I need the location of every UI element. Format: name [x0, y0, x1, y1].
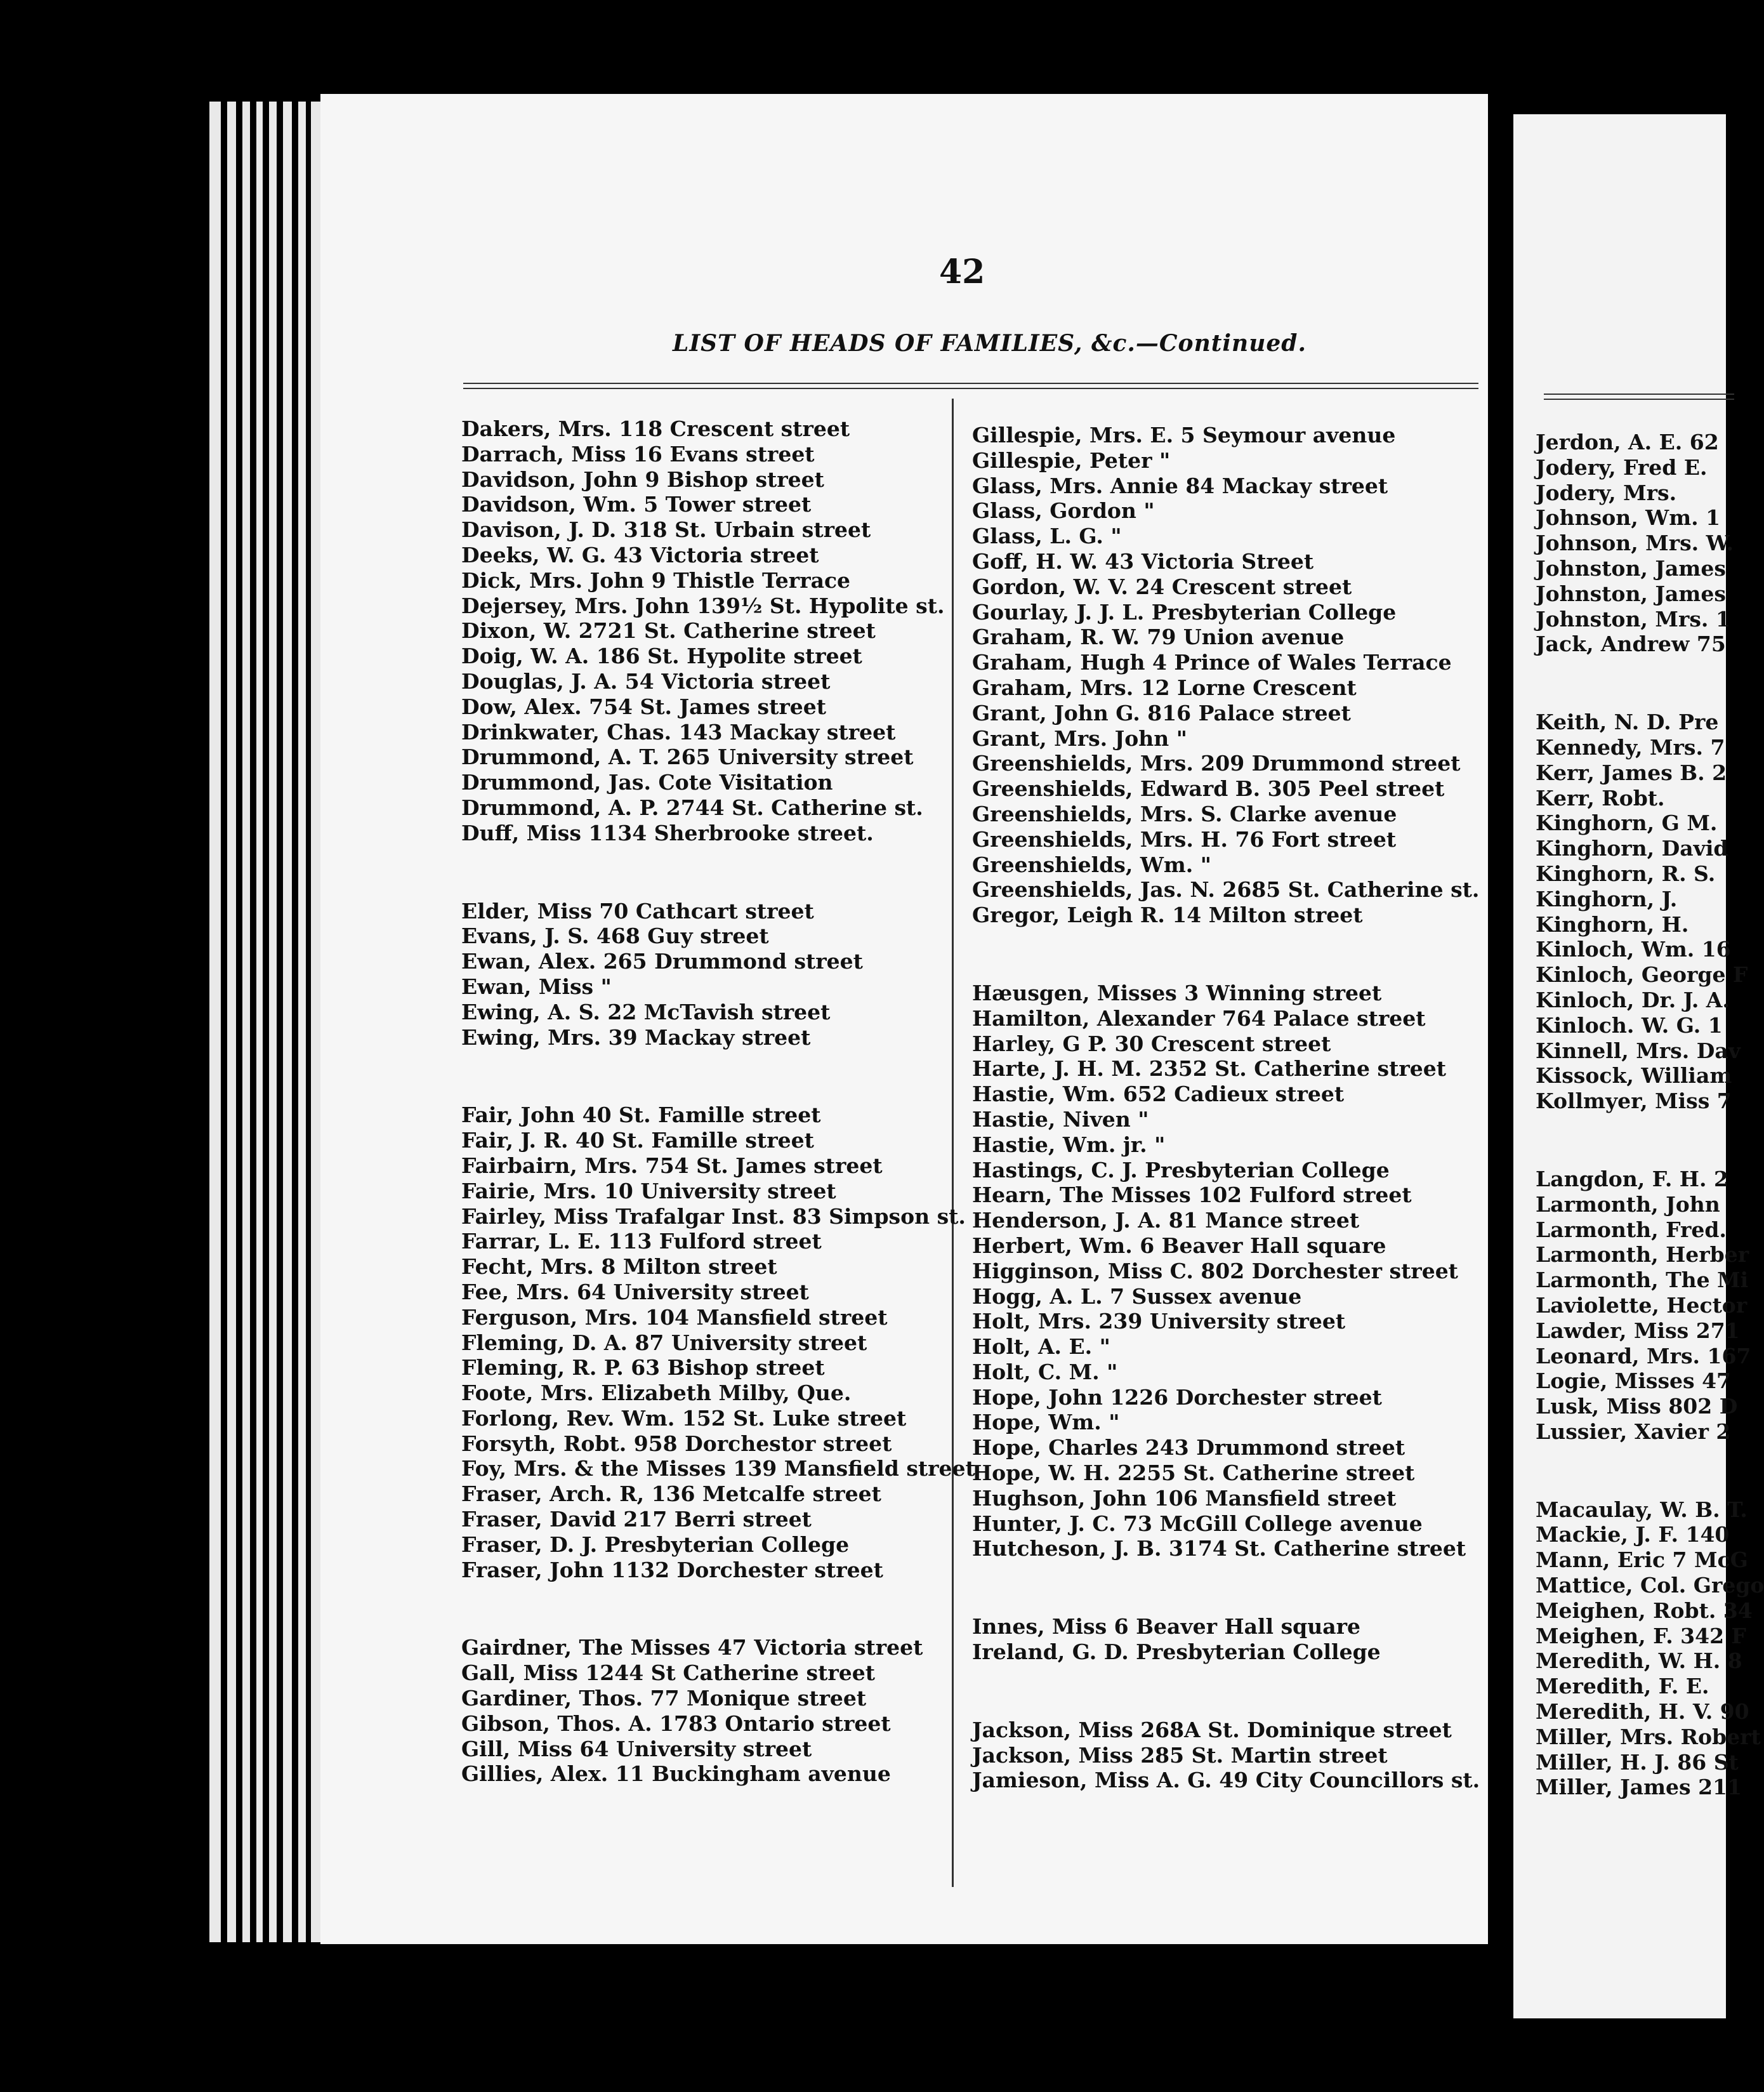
directory-entry: Fraser, D. J. Presbyterian College — [461, 1532, 850, 1557]
directory-entry: Drummond, A. P. 2744 St. Catherine st. — [461, 795, 923, 820]
directory-entry: Meighen, F. 342 F — [1536, 1623, 1746, 1648]
directory-entry: Forsyth, Robt. 958 Dorchestor street — [461, 1431, 892, 1456]
directory-entry: Fairley, Miss Trafalgar Inst. 83 Simpson st. — [461, 1203, 966, 1229]
directory-entry: Kerr, Robt. — [1536, 785, 1665, 811]
directory-entry: Drinkwater, Chas. 143 Mackay street — [461, 719, 896, 745]
directory-entry: Graham, Mrs. 12 Lorne Crescent — [972, 675, 1357, 700]
directory-entry: Glass, L. G. " — [972, 524, 1122, 549]
directory-entry: Leonard, Mrs. 167 — [1536, 1343, 1751, 1368]
directory-entry: Fairie, Mrs. 10 University street — [461, 1178, 836, 1203]
directory-entry: Hæusgen, Misses 3 Winning street — [972, 980, 1382, 1005]
section-gap — [1536, 1445, 1764, 1497]
directory-entry: Jodery, Mrs. — [1536, 480, 1677, 505]
directory-entry: Dick, Mrs. John 9 Thistle Terrace — [461, 567, 851, 593]
directory-entry: Meredith, W. H. 8 — [1536, 1648, 1742, 1674]
directory-entry: Mackie, J. F. 140 — [1536, 1522, 1730, 1547]
directory-entry: Fair, John 40 St. Famille street — [461, 1102, 821, 1128]
directory-entry: Evans, J. S. 468 Guy street — [461, 924, 769, 949]
directory-entry: Fraser, David 217 Berri street — [461, 1507, 812, 1532]
directory-entry: Larmonth, John — [1536, 1191, 1720, 1217]
directory-entry: Mann, Eric 7 McG — [1536, 1547, 1748, 1573]
directory-entry: Kinghorn, David — [1536, 836, 1728, 861]
directory-entry: Elder, Miss 70 Cathcart street — [461, 898, 814, 924]
directory-entry: Dejersey, Mrs. John 139½ St. Hypolite st. — [461, 593, 945, 618]
directory-entry: Gourlay, J. J. L. Presbyterian College — [972, 599, 1397, 625]
directory-entry: Gill, Miss 64 University street — [461, 1736, 812, 1761]
directory-entry: Mattice, Col. Grego — [1536, 1573, 1764, 1598]
directory-entry: Ewing, A. S. 22 McTavish street — [461, 999, 831, 1024]
directory-entry: Davison, J. D. 318 St. Urbain street — [461, 517, 871, 543]
directory-entry: Hastie, Wm. 652 Cadieux street — [972, 1082, 1345, 1107]
directory-entry: Kinloch, George F — [1536, 962, 1748, 988]
next-page-rule-top — [1544, 394, 1734, 395]
directory-entry: Grant, Mrs. John " — [972, 725, 1187, 751]
page-number: 42 — [939, 253, 985, 291]
directory-entry: Gregor, Leigh R. 14 Milton street — [972, 903, 1363, 928]
directory-entry: Holt, Mrs. 239 University street — [972, 1309, 1346, 1334]
directory-entry: Foy, Mrs. & the Misses 139 Mansfield street — [461, 1456, 975, 1481]
directory-entry: Hastie, Wm. jr. " — [972, 1132, 1166, 1157]
directory-entry: Holt, C. M. " — [972, 1359, 1118, 1384]
directory-entry: Hunter, J. C. 73 McGill College avenue — [972, 1511, 1423, 1536]
directory-entry: Kinghorn, J. — [1536, 886, 1678, 911]
directory-entry: Farrar, L. E. 113 Fulford street — [461, 1229, 822, 1254]
directory-entry: Hogg, A. L. 7 Sussex avenue — [972, 1283, 1302, 1309]
directory-entry: Greenshields, Edward B. 305 Peel street — [972, 776, 1445, 802]
directory-entry: Goff, H. W. 43 Victoria Street — [972, 548, 1314, 574]
directory-entry: Jackson, Miss 268A St. Dominique street — [972, 1717, 1452, 1742]
directory-entry: Kinghorn, G M. — [1536, 811, 1718, 836]
directory-entry: Ewan, Miss " — [461, 974, 612, 999]
left-page — [320, 94, 1488, 1944]
directory-entry: Douglas, J. A. 54 Victoria street — [461, 668, 831, 694]
directory-entry: Johnson, Wm. 1 — [1536, 505, 1721, 531]
directory-entry: Glass, Mrs. Annie 84 Mackay street — [972, 473, 1388, 498]
directory-entry: Graham, R. W. 79 Union avenue — [972, 625, 1345, 650]
directory-entry: Grant, John G. 816 Palace street — [972, 700, 1351, 725]
directory-entry: Laviolette, Hector — [1536, 1292, 1748, 1318]
directory-entry: Kennedy, Mrs. 7 — [1536, 734, 1725, 760]
next-page-rule-bottom — [1544, 399, 1734, 400]
directory-entry: Hope, Wm. " — [972, 1410, 1120, 1435]
directory-entry: Dixon, W. 2721 St. Catherine street — [461, 618, 876, 644]
directory-entry: Jack, Andrew 75 — [1536, 632, 1726, 657]
directory-entry: Larmonth, The Mi — [1536, 1268, 1749, 1293]
directory-entry: Lusk, Miss 802 D — [1536, 1394, 1738, 1419]
directory-entry: Innes, Miss 6 Beaver Hall square — [972, 1614, 1360, 1639]
directory-entry: Ewan, Alex. 265 Drummond street — [461, 949, 863, 974]
directory-entry: Darrach, Miss 16 Evans street — [461, 441, 815, 467]
directory-entry: Ireland, G. D. Presbyterian College — [972, 1639, 1381, 1665]
directory-entry: Hearn, The Misses 102 Fulford street — [972, 1182, 1412, 1208]
directory-entry: Gillies, Alex. 11 Buckingham avenue — [461, 1761, 891, 1787]
directory-entry: Glass, Gordon " — [972, 498, 1155, 524]
directory-entry: Kinghorn, R. S. — [1536, 861, 1716, 886]
directory-entry: Johnston, James — [1536, 555, 1726, 581]
directory-entry: Dakers, Mrs. 118 Crescent street — [461, 416, 850, 441]
directory-entry: Kollmyer, Miss 7 — [1536, 1089, 1732, 1114]
next-page-entries — [1536, 430, 1764, 1800]
directory-entry: Hope, John 1226 Dorchester street — [972, 1384, 1382, 1410]
directory-entry: Fair, J. R. 40 St. Famille street — [461, 1128, 814, 1153]
directory-entry: Lussier, Xavier 2 — [1536, 1419, 1731, 1444]
directory-entry: Meredith, H. V. 90 — [1536, 1699, 1749, 1725]
directory-entry: Gibson, Thos. A. 1783 Ontario street — [461, 1711, 891, 1736]
directory-entry: Kinghorn, H. — [1536, 911, 1689, 937]
section-gap — [1536, 1114, 1764, 1167]
book-page-edges — [209, 102, 330, 1942]
section-gap — [972, 1665, 1480, 1718]
directory-entry: Hastie, Niven " — [972, 1106, 1149, 1132]
header-rule-bottom — [463, 388, 1478, 389]
directory-entry: Larmonth, Herber — [1536, 1242, 1749, 1268]
section-gap — [972, 1561, 1480, 1614]
directory-entry: Doig, W. A. 186 St. Hypolite street — [461, 644, 862, 669]
directory-entry: Davidson, Wm. 5 Tower street — [461, 492, 812, 517]
directory-entry: Duff, Miss 1134 Sherbrooke street. — [461, 820, 874, 845]
directory-entry: Ewing, Mrs. 39 Mackay street — [461, 1024, 811, 1050]
directory-entry: Dow, Alex. 754 St. James street — [461, 694, 826, 719]
directory-entry: Greenshields, Mrs. 209 Drummond street — [972, 751, 1461, 776]
directory-entry: Fleming, R. P. 63 Bishop street — [461, 1355, 825, 1380]
running-head: LIST OF HEADS OF FAMILIES, &c.—Continued. — [673, 330, 1307, 357]
directory-entry: Gairdner, The Misses 47 Victoria street — [461, 1635, 923, 1660]
directory-entry: Gall, Miss 1244 St Catherine street — [461, 1660, 875, 1686]
directory-entry: Greenshields, Wm. " — [972, 852, 1211, 877]
directory-entry: Kissock, William — [1536, 1063, 1732, 1089]
directory-entry: Macaulay, W. B. T. — [1536, 1497, 1748, 1522]
directory-entry: Logie, Misses 47 — [1536, 1368, 1732, 1394]
directory-entry: Gillespie, Peter " — [972, 447, 1171, 473]
directory-entry: Hutcheson, J. B. 3174 St. Catherine street — [972, 1536, 1466, 1561]
directory-entry: Deeks, W. G. 43 Victoria street — [461, 542, 819, 567]
directory-entry: Lawder, Miss 271 — [1536, 1318, 1740, 1343]
directory-entry: Miller, James 211 — [1536, 1775, 1742, 1800]
section-gap — [1536, 657, 1764, 710]
directory-entry: Langdon, F. H. 2 — [1536, 1166, 1728, 1191]
directory-entry: Gillespie, Mrs. E. 5 Seymour avenue — [972, 423, 1396, 447]
directory-entry: Fraser, Arch. R, 136 Metcalfe street — [461, 1481, 881, 1507]
directory-entry: Harte, J. H. M. 2352 St. Catherine street — [972, 1056, 1446, 1082]
directory-entry: Hamilton, Alexander 764 Palace street — [972, 1005, 1426, 1031]
directory-entry: Fecht, Mrs. 8 Milton street — [461, 1254, 777, 1280]
directory-entry: Jamieson, Miss A. G. 49 City Councillors st. — [972, 1768, 1480, 1793]
directory-entry: Hope, W. H. 2255 St. Catherine street — [972, 1460, 1415, 1486]
directory-entry: Higginson, Miss C. 802 Dorchester street — [972, 1258, 1458, 1283]
next-page-fragment — [1513, 114, 1764, 2018]
directory-entry: Meighen, Robt. 34 — [1536, 1598, 1753, 1623]
directory-entry: Herbert, Wm. 6 Beaver Hall square — [972, 1233, 1386, 1258]
section-gap — [972, 928, 1480, 981]
directory-entry: Kerr, James B. 2 — [1536, 760, 1727, 785]
directory-entry: Hope, Charles 243 Drummond street — [972, 1435, 1405, 1460]
directory-entry: Hastings, C. J. Presbyterian College — [972, 1157, 1390, 1182]
directory-entry: Davidson, John 9 Bishop street — [461, 467, 824, 492]
directory-entry: Drummond, Jas. Cote Visitation — [461, 770, 833, 795]
directory-entry: Kinnell, Mrs. Dav — [1536, 1038, 1741, 1063]
directory-entry: Gardiner, Thos. 77 Monique street — [461, 1686, 867, 1711]
directory-entry: Kinloch, Wm. 16 — [1536, 937, 1731, 962]
directory-entry: Johnston, Mrs. 1 — [1536, 606, 1730, 632]
directory-entry: Henderson, J. A. 81 Mance street — [972, 1208, 1360, 1233]
directory-entry: Johnston, James — [1536, 581, 1726, 606]
directory-entry: Holt, A. E. " — [972, 1334, 1110, 1360]
directory-entry: Miller, Mrs. Robert — [1536, 1724, 1761, 1749]
directory-entry: Johnson, Mrs. W. — [1536, 531, 1734, 556]
directory-entry: Harley, G P. 30 Crescent street — [972, 1031, 1331, 1056]
directory-entry: Hughson, John 106 Mansfield street — [972, 1485, 1397, 1511]
directory-entry: Jerdon, A. E. 62 — [1536, 430, 1719, 454]
directory-entry: Gordon, W. V. 24 Crescent street — [972, 574, 1352, 599]
directory-entry: Graham, Hugh 4 Prince of Wales Terrace — [972, 650, 1452, 675]
directory-entry: Fairbairn, Mrs. 754 St. James street — [461, 1153, 883, 1178]
section-gap — [461, 846, 975, 899]
directory-entry: Jodery, Fred E. — [1536, 454, 1708, 480]
directory-entry: Fee, Mrs. 64 University street — [461, 1279, 809, 1304]
section-gap — [461, 1582, 975, 1635]
right-column-entries — [972, 423, 1480, 1793]
directory-entry: Larmonth, Fred. — [1536, 1217, 1727, 1242]
directory-entry: Fraser, John 1132 Dorchester street — [461, 1557, 883, 1582]
directory-entry: Kinloch, Dr. J. A. — [1536, 987, 1730, 1012]
directory-entry: Meredith, F. E. — [1536, 1674, 1709, 1699]
directory-entry: Drummond, A. T. 265 University street — [461, 745, 914, 770]
left-column-entries — [461, 416, 975, 1787]
directory-entry: Greenshields, Mrs. H. 76 Fort street — [972, 826, 1397, 852]
directory-entry: Greenshields, Jas. N. 2685 St. Catherine st. — [972, 877, 1480, 903]
directory-entry: Foote, Mrs. Elizabeth Milby, Que. — [461, 1380, 852, 1406]
directory-entry: Miller, H. J. 86 St — [1536, 1749, 1739, 1775]
directory-entry: Kinloch. W. G. 1 — [1536, 1012, 1723, 1038]
directory-entry: Jackson, Miss 285 St. Martin street — [972, 1742, 1388, 1768]
directory-entry: Greenshields, Mrs. S. Clarke avenue — [972, 801, 1397, 826]
section-gap — [461, 1050, 975, 1102]
header-rule-top — [463, 383, 1478, 384]
directory-entry: Forlong, Rev. Wm. 152 St. Luke street — [461, 1405, 907, 1431]
directory-entry: Ferguson, Mrs. 104 Mansfield street — [461, 1304, 888, 1330]
directory-entry: Keith, N. D. Pre — [1536, 710, 1719, 735]
directory-entry: Fleming, D. A. 87 University street — [461, 1330, 867, 1355]
